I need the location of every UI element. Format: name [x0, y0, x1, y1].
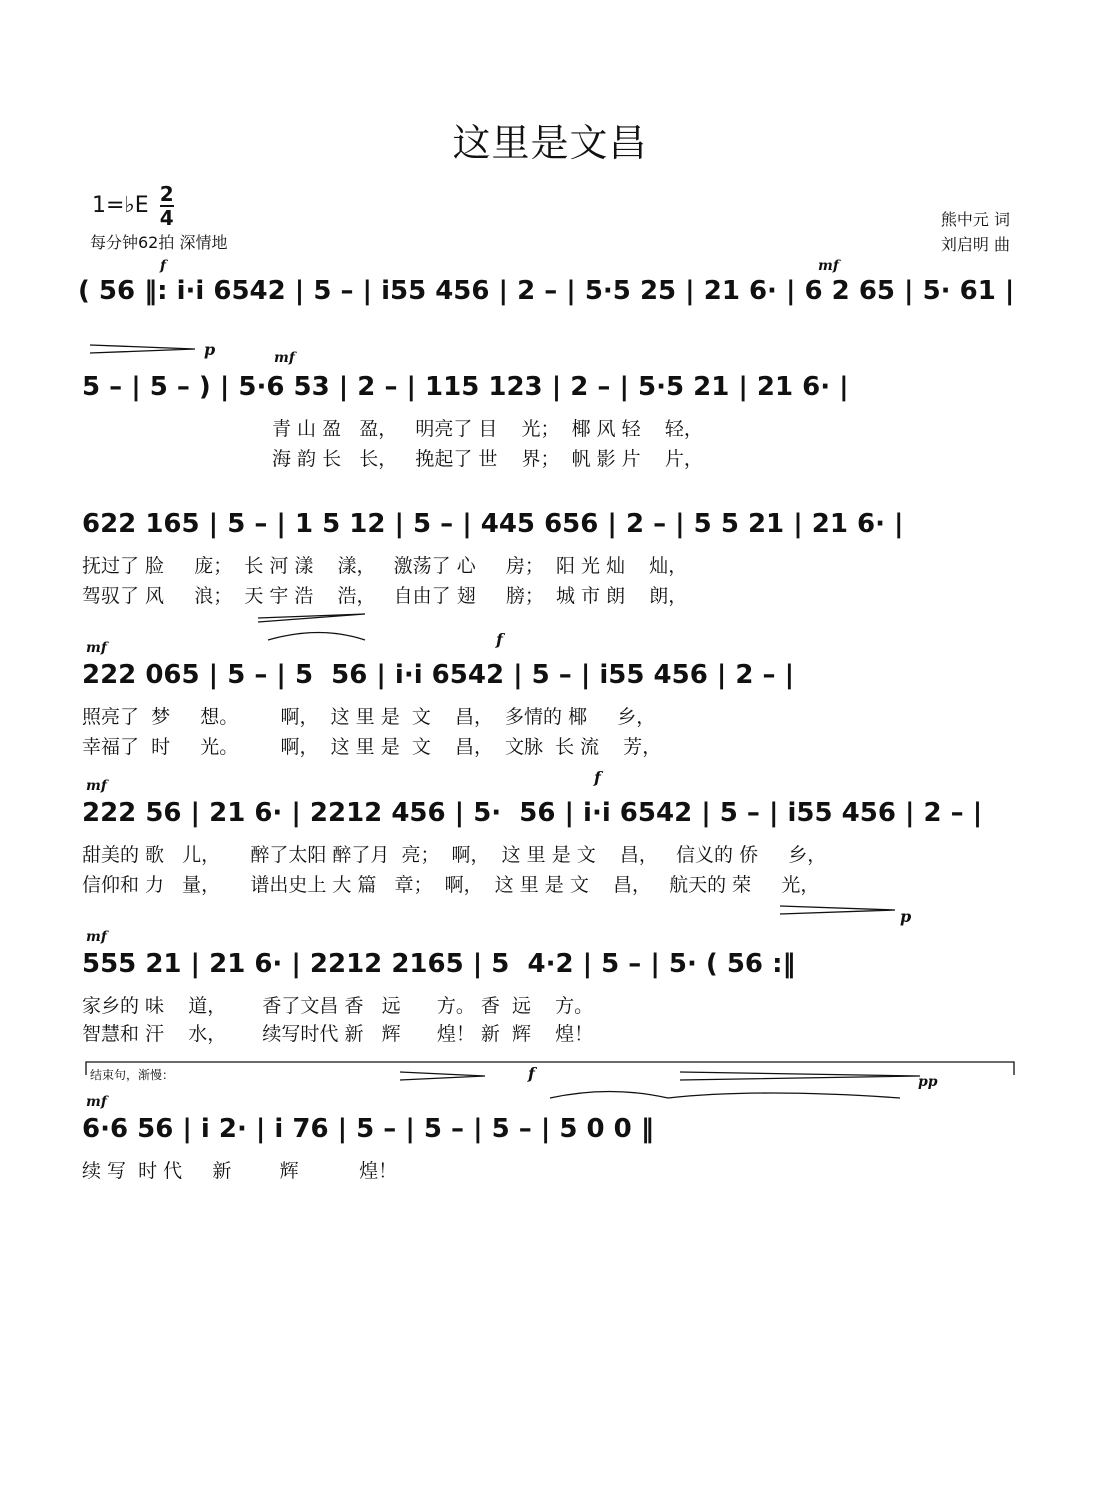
- key-label: 1=♭E: [92, 193, 149, 218]
- dynamic-mf: mf: [86, 929, 107, 945]
- slur: [668, 1093, 900, 1098]
- dynamic-mf: mf: [818, 258, 839, 274]
- song-title: 这里是文昌: [452, 121, 648, 165]
- dynamic-mf: mf: [274, 350, 295, 366]
- dynamic-f: f: [496, 630, 503, 649]
- lyricist-credit: 熊中元 词: [940, 210, 1010, 229]
- diminuendo-hairpin: [780, 906, 895, 914]
- dynamic-mf: mf: [86, 1094, 107, 1110]
- dynamic-p: p: [900, 907, 912, 926]
- notation-line: 622 165 | 5 – | 1 5 12 | 5 – | 445 656 | 2 – | 5 5 21 | 21 6· |: [82, 509, 904, 539]
- lyrics-verse-2: 幸福了 时 光。 啊， 这 里 是 文 昌， 文脉 长 流 芳，: [82, 736, 662, 758]
- notation-line: 222 065 | 5 – | 5 56 | i·i 6542 | 5 – | i55 456 | 2 – |: [82, 660, 795, 690]
- slur: [268, 633, 365, 641]
- diminuendo-hairpin: [680, 1072, 920, 1080]
- dynamic-mf: mf: [86, 778, 107, 794]
- lyrics-verse-2: 驾驭了 风 浪； 天 宇 浩 浩， 自由了 翅 膀； 城 市 朗 朗，: [82, 585, 688, 607]
- time-sig-top: 2: [159, 182, 174, 206]
- lyrics-verse-1: 照亮了 梦 想。 啊， 这 里 是 文 昌， 多情的 椰 乡，: [82, 706, 656, 728]
- dynamic-p: p: [204, 340, 216, 359]
- tempo-marking: 每分钟62拍 深情地: [90, 233, 228, 252]
- hairpin: [258, 614, 365, 622]
- lyrics-verse-1: 续 写 时 代 新 辉 煌！: [82, 1160, 398, 1182]
- diminuendo-hairpin: [90, 345, 195, 353]
- lyrics-verse-1: 甜美的 歌 儿， 醉了太阳 醉了月 亮； 啊， 这 里 是 文 昌， 信义的 侨 乡，: [82, 844, 827, 866]
- notation-line: 5 – | 5 – ) | 5·6 53 | 2 – | 115 123 | 2 – | 5·5 21 | 21 6· |: [82, 372, 849, 402]
- lyrics-verse-1: 青 山 盈 盈， 明亮了 目 光； 椰 风 轻 轻，: [272, 418, 703, 440]
- notation-line: 6·6 56 | i 2· | i 76 | 5 – | 5 – | 5 – | 5 0 0 ‖: [82, 1114, 654, 1144]
- notation-line: 555 21 | 21 6· | 2212 2165 | 5 4·2 | 5 – | 5· ( 56 :‖: [82, 949, 796, 979]
- hairpin: [400, 1072, 485, 1080]
- slur: [550, 1092, 668, 1099]
- ending-instruction: 结束句，渐慢：: [90, 1068, 175, 1082]
- lyrics-verse-1: 抚过了 脸 庞； 长 河 漾 漾， 激荡了 心 房； 阳 光 灿 灿，: [82, 555, 688, 577]
- composer-credit: 刘启明 曲: [940, 235, 1010, 254]
- lyrics-verse-2: 智慧和 汗 水， 续写时代 新 辉 煌！ 新 辉 煌！: [82, 1023, 594, 1045]
- lyrics-verse-1: 家乡的 味 道， 香了文昌 香 远 方。 香 远 方。: [82, 995, 594, 1017]
- dynamic-pp: pp: [918, 1074, 938, 1090]
- notation-line: 222 56 | 21 6· | 2212 456 | 5· 56 | i·i 6542 | 5 – | i55 456 | 2 – |: [82, 798, 983, 828]
- ending-bracket: [86, 1062, 1014, 1075]
- time-sig-bottom: 4: [159, 206, 174, 230]
- lyrics-verse-2: 海 韵 长 长， 挽起了 世 界； 帆 影 片 片，: [272, 448, 703, 470]
- dynamic-f: f: [528, 1064, 535, 1083]
- lyrics-verse-2: 信仰和 力 量， 谱出史上 大 篇 章； 啊， 这 里 是 文 昌， 航天的 荣 光，: [82, 874, 820, 896]
- dynamic-f: f: [160, 258, 167, 274]
- dynamic-f: f: [594, 768, 601, 787]
- dynamic-mf: mf: [86, 640, 107, 656]
- notation-line: ( 56 ‖: i·i 6542 | 5 – | i55 456 | 2 – | 5·5 25 | 21 6· | 6 2 65 | 5· 61 |: [78, 276, 1015, 306]
